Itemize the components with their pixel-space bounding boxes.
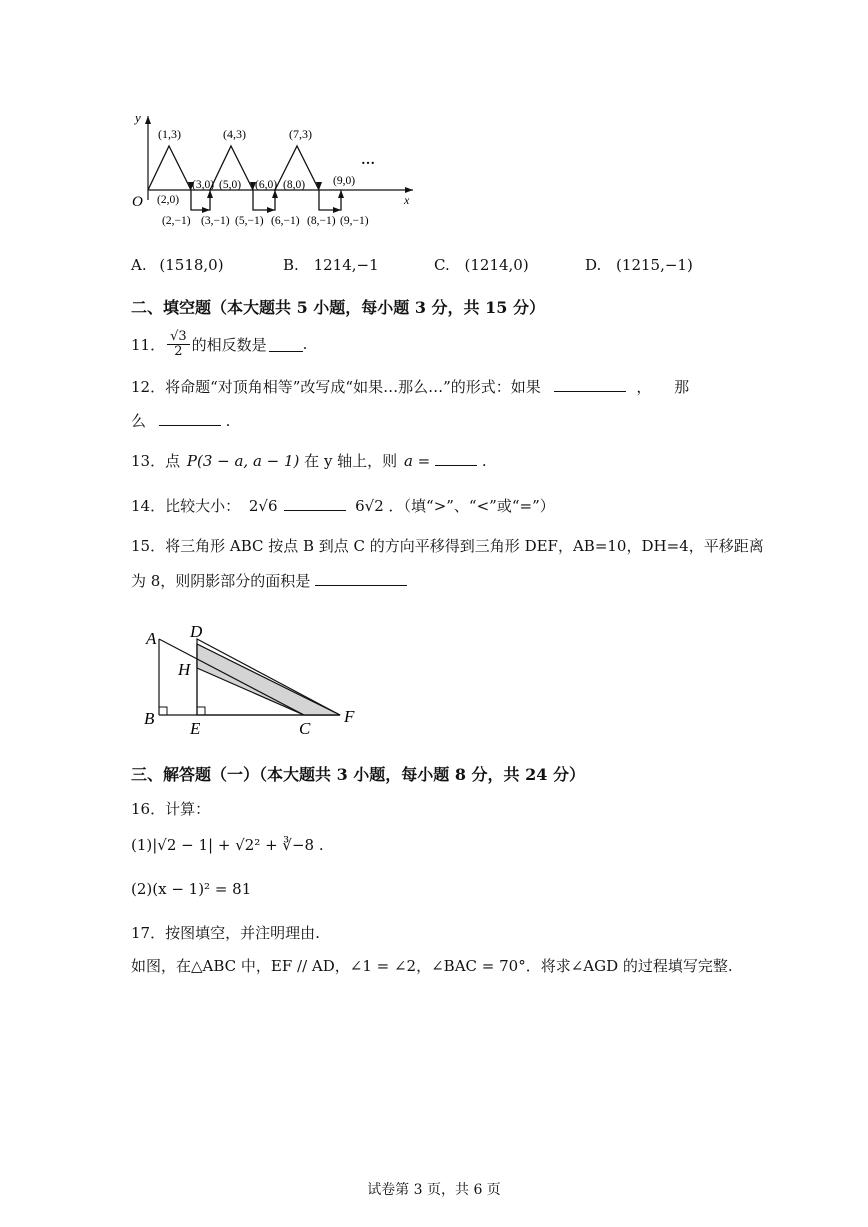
peak-label: (7,3) xyxy=(289,127,312,141)
question-text: 在 y 轴上，则 xyxy=(304,452,398,470)
zigzag-graph xyxy=(125,108,425,233)
question-text: ， xyxy=(636,378,652,396)
right-angle-mark xyxy=(159,707,167,715)
answer-blank[interactable] xyxy=(159,411,221,426)
question-text: . xyxy=(225,412,231,430)
shaded-region xyxy=(197,644,340,715)
arrow-right-icon xyxy=(267,207,275,213)
axis-point-label: (3,0) xyxy=(192,179,215,191)
ellipsis: … xyxy=(361,153,375,168)
answer-blank[interactable] xyxy=(435,451,477,466)
question-12-line2 xyxy=(131,410,230,431)
option-letter: A. xyxy=(131,256,147,274)
point-label-f: F xyxy=(344,707,355,726)
section-heading: 二、填空题（本大题共 5 小题，每小题 3 分，共 15 分） xyxy=(131,298,545,317)
bottom-point-label: (5,−1) xyxy=(235,215,264,227)
option-value: (1214,0) xyxy=(464,256,529,274)
question-15: 15．将三角形 ABC 按点 B 到点 C 的方向平移得到三角形 DEF，AB=10，DH=4，平移距离 xyxy=(131,537,764,555)
answer-blank[interactable] xyxy=(269,337,303,352)
question-text: 11． xyxy=(131,335,166,354)
question-15-line2 xyxy=(131,570,407,591)
right-angle-mark xyxy=(197,707,205,715)
question-16-part1: (1)|√2 − 1| + √2² + ∛−8 . xyxy=(131,836,324,854)
math-expression: 6√2 xyxy=(355,497,384,515)
question-text: ．（填“>”、“<”或“=”） xyxy=(388,497,555,515)
option-letter: B. xyxy=(283,256,299,274)
answer-blank[interactable] xyxy=(315,571,407,586)
question-11 xyxy=(131,325,307,363)
axis-point-label: (2,0) xyxy=(157,194,180,206)
bottom-point-label: (9,−1) xyxy=(340,215,369,227)
math-variable: a = xyxy=(403,452,431,470)
option-c[interactable] xyxy=(434,256,529,274)
y-axis-arrow-icon xyxy=(145,116,151,124)
option-value: 1214,−1 xyxy=(313,256,379,274)
option-value: (1215,−1) xyxy=(616,256,693,274)
y-axis-label: y xyxy=(135,110,141,125)
bottom-point-label: (8,−1) xyxy=(307,215,336,227)
question-text: 12．将命题“对顶角相等”改写成“如果…那么…”的形式：如果 xyxy=(131,378,541,396)
question-16: 16．计算： xyxy=(131,800,211,818)
arrow-up-icon xyxy=(272,190,278,198)
peak-label: (1,3) xyxy=(158,127,181,141)
point-label-c: C xyxy=(299,719,311,738)
axis-point-label: (6,0) xyxy=(255,179,278,191)
math-expression: P(3 − a, a − 1) xyxy=(186,452,300,470)
option-b[interactable] xyxy=(283,256,379,274)
option-d[interactable] xyxy=(585,256,693,274)
axis-point-label: (8,0) xyxy=(283,179,306,191)
bottom-point-label: (6,−1) xyxy=(271,215,300,227)
math-expression: 2√6 xyxy=(248,497,278,515)
fraction-denominator: 2 xyxy=(174,343,183,359)
peak-label: (4,3) xyxy=(223,127,246,141)
question-16-part2: (2)(x − 1)² = 81 xyxy=(131,880,252,898)
origin-label: O xyxy=(132,194,143,210)
fraction xyxy=(167,330,190,358)
option-letter: D. xyxy=(585,256,602,274)
axis-point-label: (9,0) xyxy=(333,175,356,187)
page-footer: 试卷第 3 页，共 6 页 xyxy=(367,1182,501,1198)
arrow-up-icon xyxy=(207,190,213,198)
question-text: 那 xyxy=(674,378,690,396)
point-label-d: D xyxy=(190,622,203,641)
answer-blank[interactable] xyxy=(554,377,626,392)
question-text: . xyxy=(302,335,308,353)
question-17-body: 如图，在△ABC 中，EF // AD，∠1 = ∠2，∠BAC = 70°．将求∠AGD 的过程填写完整. xyxy=(131,957,733,975)
question-12 xyxy=(131,376,689,397)
x-axis-label: x xyxy=(404,193,410,207)
question-17: 17．按图填空，并注明理由. xyxy=(131,924,320,942)
option-a[interactable] xyxy=(131,256,224,274)
triangle-figure xyxy=(140,618,370,743)
question-text: 为 8，则阴影部分的面积是 xyxy=(131,572,311,590)
question-text: . xyxy=(481,452,487,470)
arrow-up-icon xyxy=(338,190,344,198)
question-text: 13．点 xyxy=(131,452,181,470)
fraction-numerator: √3 xyxy=(167,330,190,345)
question-13 xyxy=(131,450,487,471)
point-label-a: A xyxy=(146,629,157,648)
bottom-point-label: (3,−1) xyxy=(201,215,230,227)
arrow-right-icon xyxy=(333,207,341,213)
question-14 xyxy=(131,495,555,516)
question-text: 的相反数是 xyxy=(191,335,267,354)
point-label-h: H xyxy=(178,660,191,679)
question-text: 么 xyxy=(131,412,147,430)
question-text: 14．比较大小： xyxy=(131,497,241,515)
arrow-right-icon xyxy=(202,207,210,213)
bottom-point-label: (2,−1) xyxy=(162,215,191,227)
answer-blank[interactable] xyxy=(284,496,346,511)
section-heading: 三、解答题（一）（本大题共 3 小题，每小题 8 分，共 24 分） xyxy=(131,765,585,784)
axis-point-label: (5,0) xyxy=(219,179,242,191)
option-letter: C. xyxy=(434,256,450,274)
option-value: (1518,0) xyxy=(159,256,224,274)
point-label-b: B xyxy=(144,709,155,728)
point-label-e: E xyxy=(190,719,201,738)
